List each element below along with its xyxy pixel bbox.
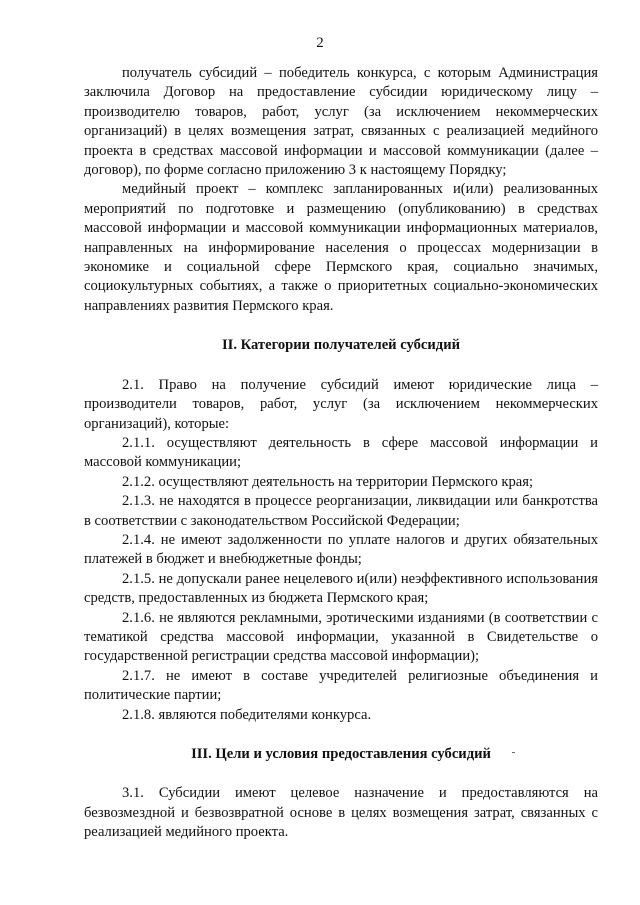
- document-body: [84, 64, 598, 843]
- paragraph-3-1: 3.1. Субсидии имеют целевое назначение и предоставляются на безвозмездной и безвозвратной основе в целях возмещения затрат, связанных с реализацией медийного проекта.: [84, 785, 598, 841]
- paragraph-2-1-7: 2.1.7. не имеют в составе учредителей религиозные объединения и политические партии;: [84, 667, 598, 704]
- paragraph-2-1-3: 2.1.3. не находятся в процессе реорганизации, ликвидации или банкротства в соответствии с законодательством Российской Федерации;: [84, 493, 598, 529]
- page-number: 2: [316, 35, 324, 51]
- paragraph-2-1-4: 2.1.4. не имеют задолженности по уплате налогов и других обязательных платежей в бюджет и внебюджетные фонды;: [84, 531, 598, 568]
- spacer: [84, 764, 598, 784]
- paragraph-2-1-5: 2.1.5. не допускали ранее нецелевого и(или) неэффективного использования средств, предоставленных из бюджета Пермского края;: [84, 570, 598, 607]
- scan-speck: [512, 752, 515, 753]
- paragraph-2-1-1: 2.1.1. осуществляют деятельность в сфере массовой информации и массовой коммуникации;: [84, 434, 598, 471]
- paragraph-2-1: 2.1. Право на получение субсидий имеют юридические лица – производители товаров, работ, услуг (за исключением некоммерческих организаций), которые:: [84, 376, 598, 432]
- spacer: [84, 356, 598, 376]
- spacer: [84, 725, 598, 745]
- section-heading-categories: II. Категории получателей субсидий: [221, 337, 461, 354]
- paragraph-2-1-6: 2.1.6. не являются рекламными, эротическими изданиями (в соответствии с тематикой средства массовой информации, указанной в Свидетельстве о государственной регистрации средства массовой информации);: [84, 609, 598, 665]
- section-heading-goals-conditions: III. Цели и условия предоставления субсидий: [191, 746, 491, 762]
- paragraph-2-1-2: 2.1.2. осуществляют деятельность на территории Пермского края;: [122, 473, 534, 490]
- paragraph-2-1-8: 2.1.8. являются победителями конкурса.: [122, 706, 372, 723]
- paragraph-media-project-definition: медийный проект – комплекс запланированных и(или) реализованных мероприятий по подготовке и размещению (опубликованию) в средствах массовой информации и массовой коммуникации информационных материалов, направленных на информирование населения о процессах модернизации в экономике и социальной сфере Пермского края, социально значимых, социокультурных событиях, а также о приоритетных социально-экономических направлениях развития Пермского края.: [84, 181, 598, 314]
- spacer: [84, 316, 598, 336]
- paragraph-recipient-definition: получатель субсидий – победитель конкурса, с которым Администрация заключила Договор на предоставление субсидии юридическому лицу – производителю товаров, работ, услуг (за исключением некоммерческих организаций) в целях возмещения затрат, связанных с реализацией медийного проекта в средствах массовой информации и массовой коммуникации (далее – договор), по форме согласно приложению 3 к настоящему Порядку;: [84, 65, 598, 179]
